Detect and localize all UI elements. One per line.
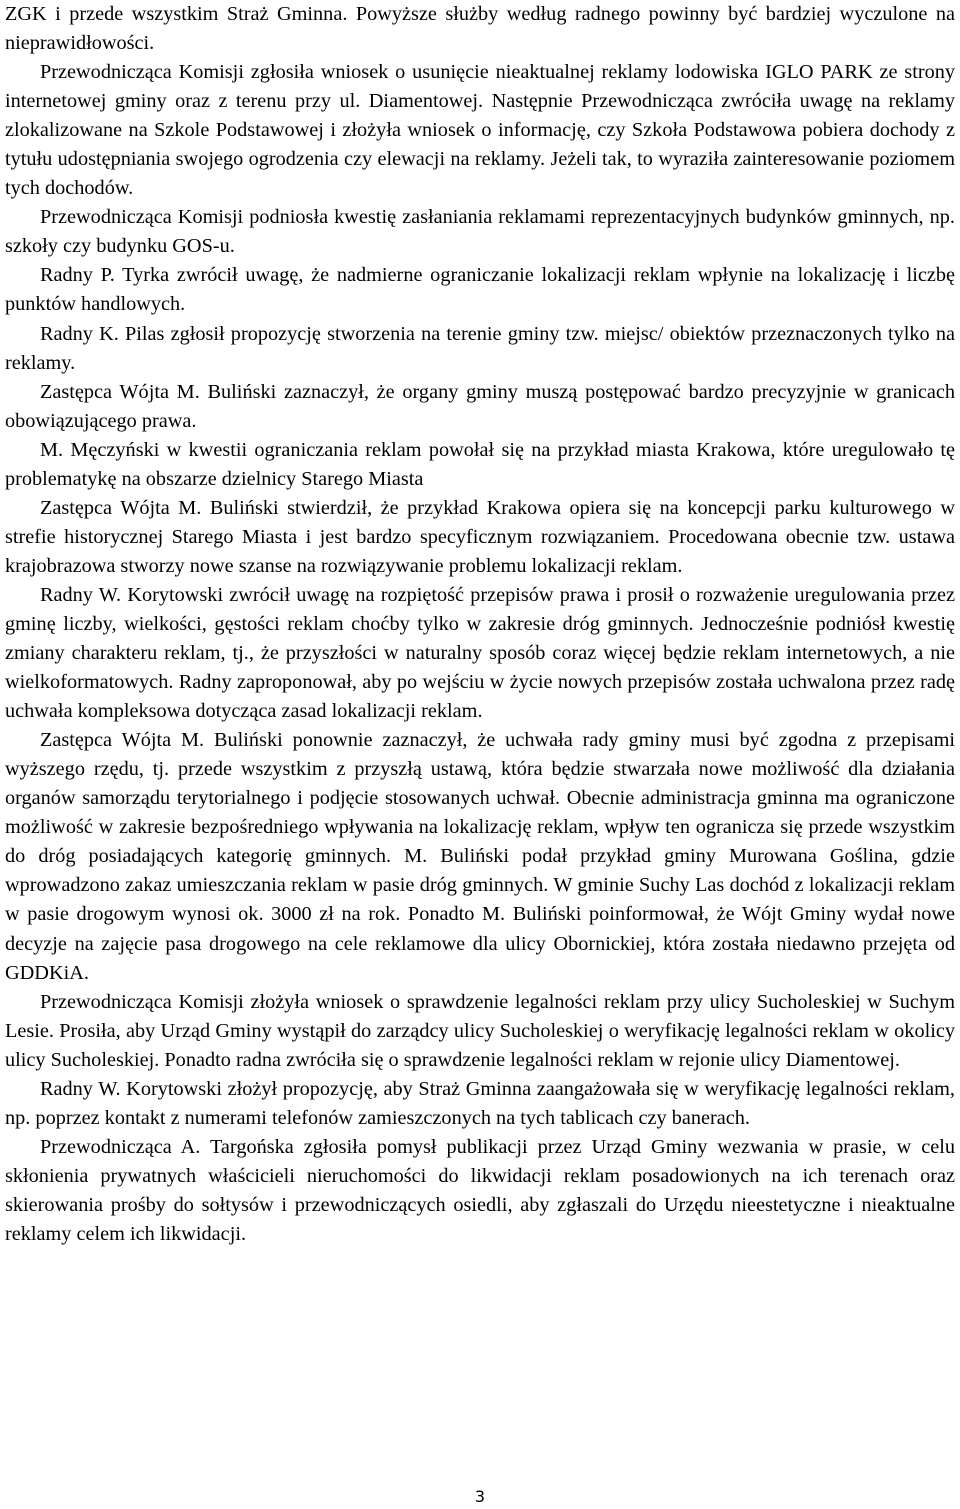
- paragraph-pilas: Radny K. Pilas zgłosił propozycję stworzenia na terenie gminy tzw. miejsc/ obiektów przeznaczonych tylko na reklamy.: [5, 322, 955, 374]
- paragraph-meczynski: M. Męczyński w kwestii ograniczania reklam powołał się na przykład miasta Krakowa, które uregulowało tę problematykę na obszarze dzielnicy Starego Miasta: [5, 438, 955, 490]
- document-body: [5, 0, 955, 1249]
- paragraph-continuation: ZGK i przede wszystkim Straż Gminna. Powyższe służby według radnego powinny być bardziej wyczulone na nieprawidłowości.: [5, 3, 955, 55]
- paragraph-committee-chair-buildings: Przewodnicząca Komisji podniosła kwestię zasłaniania reklamami reprezentacyjnych budynków gminnych, np. szkoły czy budynku GOS-u.: [5, 206, 955, 258]
- paragraph-bulinski-law: Zastępca Wójta M. Buliński zaznaczył, że organy gminy muszą postępować bardzo precyzyjnie w granicach obowiązującego prawa.: [5, 380, 955, 432]
- page-number: 3: [474, 1487, 486, 1506]
- paragraph-targonska: Przewodnicząca A. Targońska zgłosiła pomysł publikacji przez Urząd Gminy wezwania w prasie, w celu skłonienia prywatnych właścicieli nieruchomości do likwidacji reklam posadowionych na ich terenach oraz skierowania prośby do sołtysów i przewodniczących osiedli, aby zgłaszali do Urzędu nieestetyczne i nieaktualne reklamy celem ich likwidacji.: [5, 1135, 955, 1245]
- paragraph-tyrka: Radny P. Tyrka zwrócił uwagę, że nadmierne ograniczanie lokalizacji reklam wpłynie na lokalizację i liczbę punktów handlowych.: [5, 264, 955, 316]
- paragraph-bulinski-higher-law: Zastępca Wójta M. Buliński ponownie zaznaczył, że uchwała rady gminy musi być zgodna z przepisami wyższego rzędu, tj. przede wszystkim z przyszłą ustawą, która będzie stwarzała nowe możliwość dla działania organów samorządu terytorialnego i podjęcie stosowanych uchwał. Obecnie administracja gminna ma ograniczone możliwość w zakresie bezpośredniego wpływania na lokalizację reklam, wpływ ten ogranicza się przede wszystkim do dróg posiadających kategorię gminnych. M. Buliński podał przykład gminy Murowana Goślina, gdzie wprowadzono zakaz umieszczania reklam w pasie dróg gminnych. W gminie Suchy Las dochód z lokalizacji reklam w pasie drogowym wynosi ok. 3000 zł na rok. Ponadto M. Buliński poinformował, że Wójt Gminy wydał nowe decyzje na zajęcie pasa drogowego na cele reklamowe dla ulicy Obornickiej, która została niedawno przejęta od GDDKiA.: [5, 729, 955, 984]
- paragraph-chair-sucholeska: Przewodnicząca Komisji złożyła wniosek o sprawdzenie legalności reklam przy ulicy Sucholeskiej w Suchym Lesie. Prosiła, aby Urząd Gminy wystąpił do zarządcy ulicy Sucholeskiej o weryfikację legalności reklam w okolicy ulicy Sucholeskiej. Ponadto radna zwróciła się o sprawdzenie legalności reklam w rejonie ulicy Diamentowej.: [5, 990, 955, 1071]
- paragraph-korytowski-regulation: Radny W. Korytowski zwrócił uwagę na rozpiętość przepisów prawa i prosił o rozważenie uregulowania przez gminę liczby, wielkości, gęstości reklam choćby tylko w zakresie dróg gminnych. Jednocześnie podniósł kwestię zmiany charakteru reklam, tj., że przyszłości w naturalny sposób coraz więcej będzie reklam internetowych, a nie wielkoformatowych. Radny zaproponował, aby po wejściu w życie nowych przepisów została uchwalona przez radę uchwała kompleksowa dotycząca zasad lokalizacji reklam.: [5, 583, 955, 723]
- paragraph-korytowski-straz: Radny W. Korytowski złożył propozycję, aby Straż Gminna zaangażowała się w weryfikację legalności reklam, np. poprzez kontakt z numerami telefonów zamieszczonych na tych tablicach czy banerach.: [5, 1077, 955, 1129]
- paragraph-committee-chair-iglo-park: Przewodnicząca Komisji zgłosiła wniosek o usunięcie nieaktualnej reklamy lodowiska IGLO PARK ze strony internetowej gminy oraz z terenu przy ul. Diamentowej. Następnie Przewodnicząca zwróciła uwagę na reklamy zlokalizowane na Szkole Podstawowej i złożyła wniosek o informację, czy Szkoła Podstawowa pobiera dochody z tytułu udostępniania swojego ogrodzenia czy elewacji na reklamy. Jeżeli tak, to wyraziła zainteresowanie poziomem tych dochodów.: [5, 61, 955, 200]
- paragraph-bulinski-krakow: Zastępca Wójta M. Buliński stwierdził, że przykład Krakowa opiera się na koncepcji parku kulturowego w strefie historycznej Starego Miasta i jest bardzo specyficznym rozwiązaniem. Procedowana obecnie tzw. ustawa krajobrazowa stworzy nowe szanse na rozwiązywanie problemu lokalizacji reklam.: [5, 496, 955, 577]
